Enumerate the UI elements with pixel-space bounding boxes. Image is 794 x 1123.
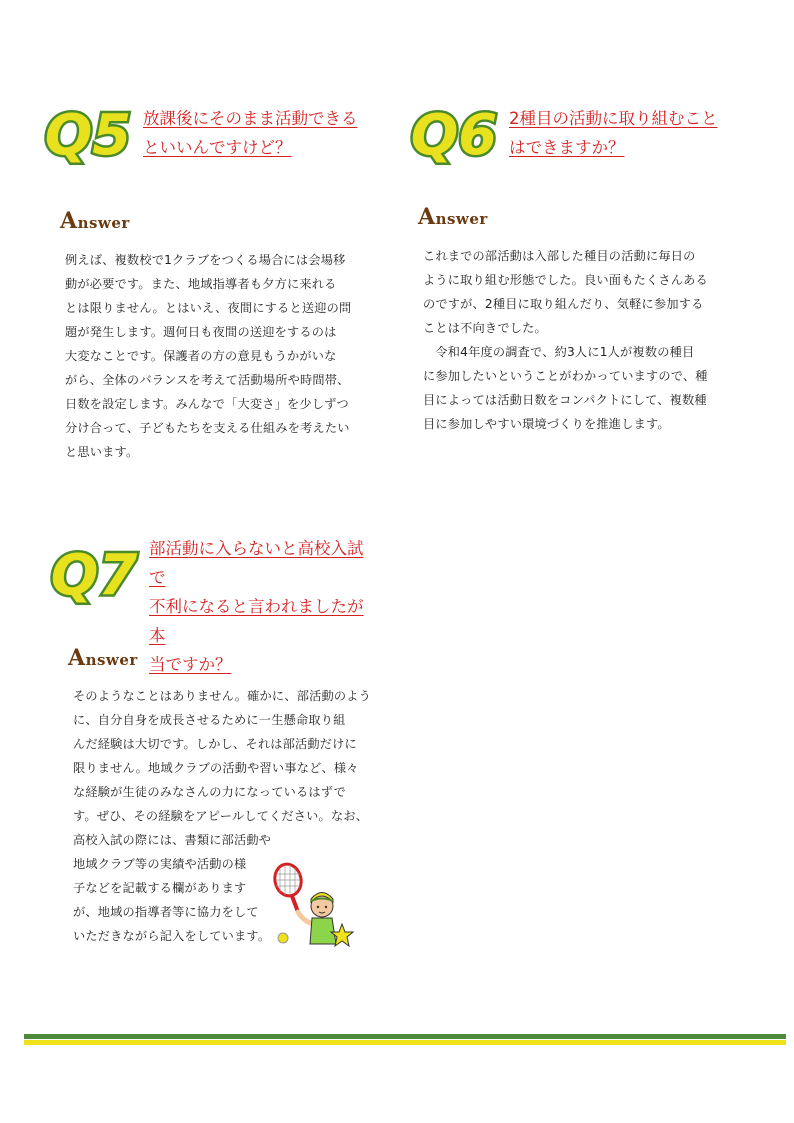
- q6-question: 2種目の活動に取り組むこと はできますか？: [509, 109, 718, 157]
- answer-label-rest: nswer: [85, 651, 138, 669]
- tennis-player-icon: [270, 860, 354, 952]
- q6-badge-text: Q6: [410, 103, 498, 166]
- answer-label-first-letter: A: [68, 645, 86, 671]
- q5-badge-text: Q5: [44, 103, 132, 166]
- q7-badge-text: Q7: [50, 543, 138, 606]
- q7-answer-text: そのようなことはありません。確かに、部活動のよう に、自分自身を成長させるために一生懸命取り組 んだ経験は大切です。しかし、それは部活動だけに 限りません。地域クラブの活動や習い事など、様々 な経験が生徒のみなさんの力になっているはずで す。ぜひ、その経験をアピールしてください。なお、 高校入試の際には、書類に部活動や 地域クラブ等の実績や活動の様 子などを記載する欄があります が、地域の指導者等に協力をして いただきながら記入をしています。: [73, 689, 372, 943]
- footer-yellow-line: [24, 1040, 786, 1045]
- answer-label-first-letter: A: [418, 204, 436, 230]
- q7-question: 部活動に入らないと高校入試で 不利になると言われましたが本 当ですか？: [149, 539, 364, 674]
- footer-green-line: [24, 1034, 786, 1039]
- q6-answer-text: これまでの部活動は入部した種目の活動に毎日の ように取り組む形態でした。良い面もたくさんある のですが、2種目に取り組んだり、気軽に参加する ことは不向きでした。 令和4年度の調査で、約3人に1人が複数の種目 に参加したいということがわかっていますので、種 目によっては活動日数をコンパクトにして、複数種 目に参加しやすい環境づくりを推進します。: [423, 249, 708, 431]
- answer-label-rest: nswer: [77, 214, 130, 232]
- q5-answer-text: 例えば、複数校で1クラブをつくる場合には会場移 動が必要です。また、地域指導者も夕方に来れる とは限りません。とはいえ、夜間にすると送迎の問 題が発生します。週何日も夜間の送迎をするのは 大変なことです。保護者の方の意見もうかがいな がら、全体のバランスを考えて活動場所や時間帯、 日数を設定します。みんなで「大変さ」を少しずつ 分け合って、子どもたちを支える仕組みを考えたい と思います。: [65, 253, 352, 459]
- answer-label-rest: nswer: [435, 210, 488, 228]
- q6-answer-label: [418, 204, 488, 230]
- q7-answer-label: [68, 645, 138, 671]
- q5-answer-label: [60, 208, 130, 234]
- q7-badge: [44, 540, 144, 606]
- q5-question: 放課後にそのまま活動できる といいんですけど？: [143, 109, 358, 157]
- q6-badge: [404, 100, 504, 166]
- q5-badge: [38, 100, 138, 166]
- answer-label-first-letter: A: [60, 208, 78, 234]
